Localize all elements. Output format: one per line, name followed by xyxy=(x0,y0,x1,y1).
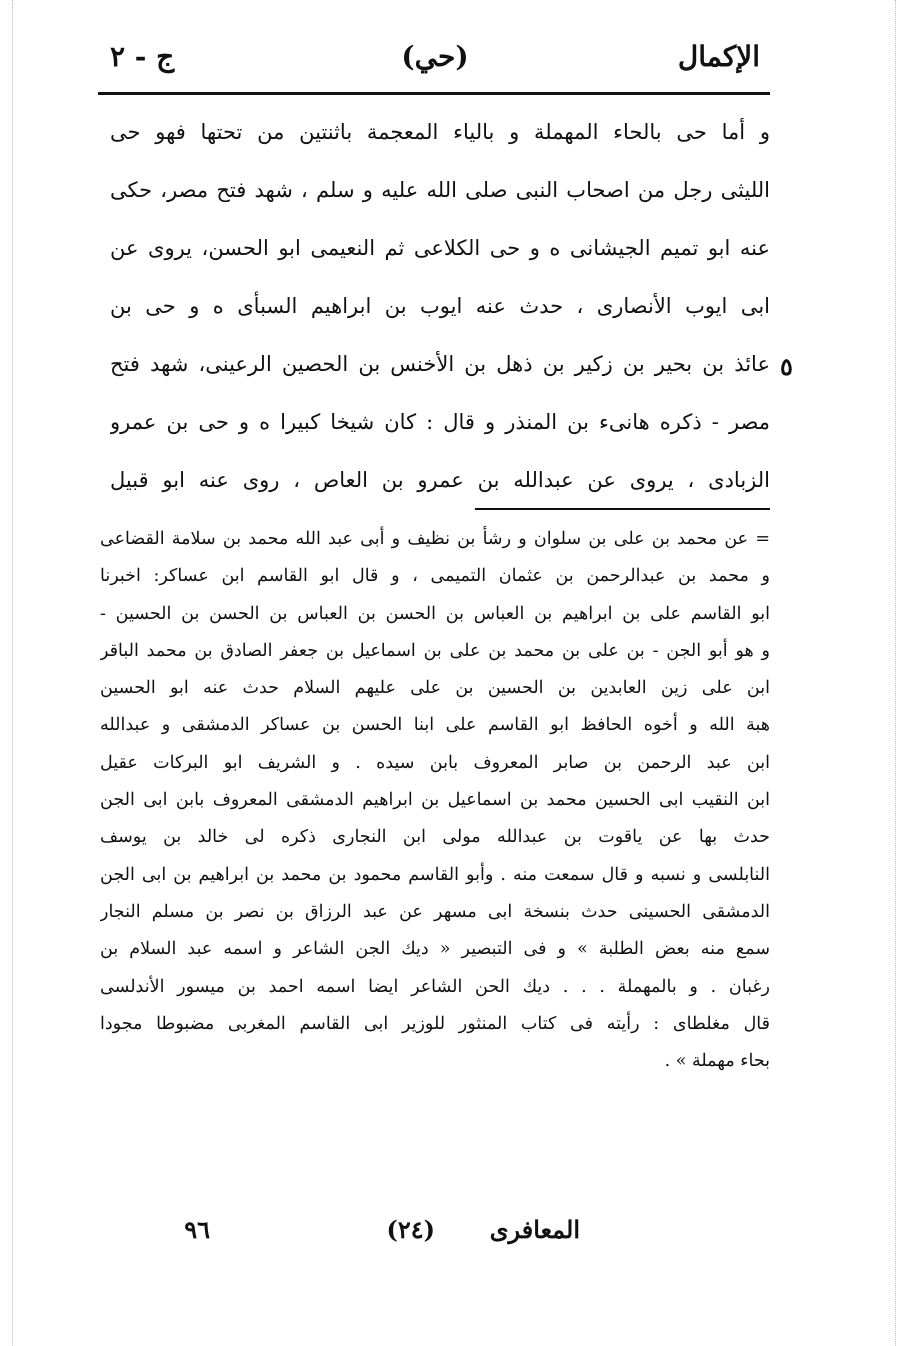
scan-margin-left xyxy=(12,0,15,1346)
footnote-line: قال مغلطاى : رأيته فى كتاب المنثور للوزير ابى القاسم المغربى مضبوطا مجودا xyxy=(100,1013,770,1034)
header-rule xyxy=(98,92,770,95)
footnote-line: رغبان . و بالمهملة . . . ديك الحن الشاعر ايضا اسمه احمد بن ميسور الأندلسى xyxy=(100,976,770,997)
page-footer xyxy=(100,1215,770,1255)
footnote-line: هبة الله و أخوه الحافظ ابو القاسم على ابنا الحسن بن عساكر الدمشقى و عبدالله xyxy=(100,715,770,736)
footnote-line: سمع منه بعض الطلبة » و فى التبصير « ديك الجن الشاعر و اسمه عبد السلام بن xyxy=(100,939,770,960)
main-line: عنه ابو تميم الجيشانى ه و حى الكلاعى ثم النعيمى ابو الحسن، يروى عن xyxy=(110,236,770,260)
footnote-line: ابن عبد الرحمن بن صابر المعروف بابن سيده . و الشريف ابو البركات عقيل xyxy=(100,752,770,773)
footnote-line: و محمد بن عبدالرحمن بن عثمان التميمى ، و قال ابو القاسم ابن عساكر: اخبرنا xyxy=(100,566,770,587)
footnote-line: و هو أبو الجن - بن على بن محمد بن على بن اسماعيل بن جعفر الصادق بن محمد الباقر xyxy=(100,640,770,661)
scan-margin-right xyxy=(895,0,898,1346)
volume-label: ج - ٢ xyxy=(110,40,175,73)
entry-word: (حي) xyxy=(401,40,469,73)
entry-label: المعافرى xyxy=(489,1215,580,1244)
footnote-line: ابن على زين العابدين بن الحسين بن على عليهم السلام حدث عنه ابو الحسين xyxy=(100,678,770,699)
main-line: الزبادى ، يروى عن عبدالله بن عمرو بن العاص ، روى عنه ابو قبيل xyxy=(110,468,770,492)
main-line: الليثى رجل من اصحاب النبى صلى الله عليه و سلم ، شهد فتح مصر، حكى xyxy=(110,178,770,202)
footnotes xyxy=(100,521,770,1080)
page-header xyxy=(100,40,770,90)
footnote-line: ابو القاسم على بن ابراهيم بن العباس بن الحسن بن العباس بن الحسن بن الحسين - xyxy=(100,603,770,624)
footnote-line: حدث بها عن ياقوت بن عبدالله مولى ابن النجارى ذكره لى خالد بن يوسف xyxy=(100,827,770,848)
main-line: ابى ايوب الأنصارى ، حدث عنه ايوب بن ابراهيم السبأى ه و حى بن xyxy=(110,294,770,318)
footnote-separator xyxy=(475,508,770,510)
main-line: و أما حى بالحاء المهملة و بالياء المعجمة باثنتين من تحتها فهو حى xyxy=(110,120,770,144)
footnote-line: بحاء مهملة » . xyxy=(664,1051,770,1072)
main-text xyxy=(110,103,770,509)
footnote-line: النابلسى و نسبه و قال سمعت منه . وأبو القاسم محمود بن محمد بن ابراهيم بن ابى الجن xyxy=(100,864,770,885)
book-title: الإكمال xyxy=(677,40,760,73)
section-number: (٢٤) xyxy=(386,1215,435,1244)
main-line: مصر - ذكره هانىء بن المنذر و قال : كان شيخا كبيرا ه و حى بن عمرو xyxy=(110,410,770,434)
main-line: عائذ بن بحير بن زكير بن ذهل بن الأخنس بن الحصين الرعينى، شهد فتح xyxy=(110,352,770,376)
footnote-line: = عن محمد بن على بن سلوان و رشأ بن نظيف و أبى عبد الله محمد بن سلامة القضاعى xyxy=(100,529,770,549)
footnote-line: الدمشقى الحسينى حدث بنسخة ابى مسهر عن عبد الرزاق بن نصر بن مسلم النجار xyxy=(100,901,770,922)
page-number: ٩٦ xyxy=(184,1215,210,1244)
footnote-line: ابن النقيب ابى الحسين محمد بن اسماعيل بن ابراهيم الدمشقى المعروف بابن ابى الجن xyxy=(100,790,770,811)
line-number-marker: ٥ xyxy=(780,352,793,381)
